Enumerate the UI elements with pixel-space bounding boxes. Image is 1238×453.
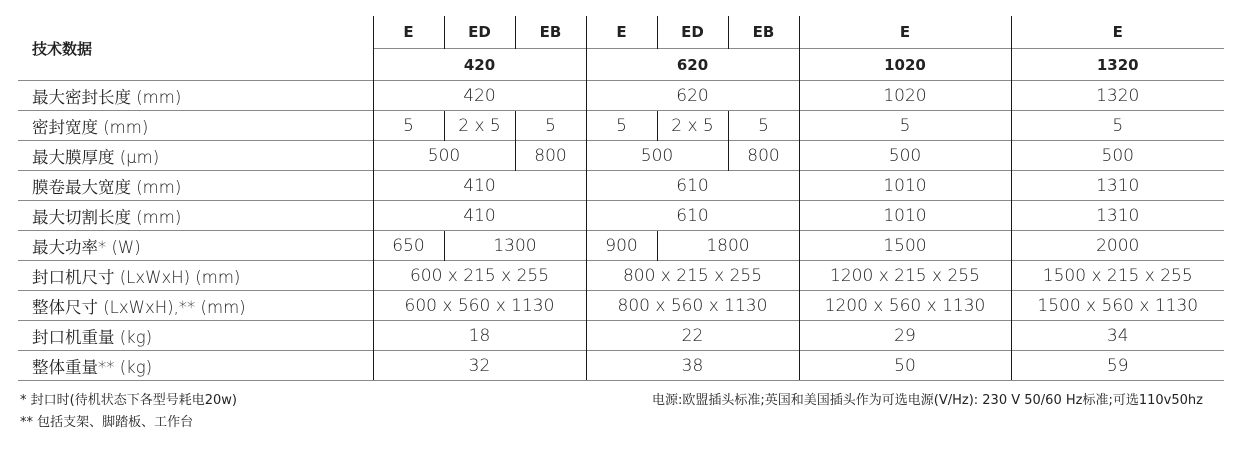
table-row (18, 261, 1224, 291)
row-label: 整体尺寸 (LxWxH),** (mm) (18, 291, 373, 321)
table-row (18, 201, 1224, 231)
table-cell: 610 (586, 171, 799, 201)
model-cell: 1320 (1011, 49, 1224, 81)
model-cell: 620 (586, 49, 799, 81)
table-cell: 2 x 5 (444, 111, 515, 141)
table-cell: 59 (1011, 351, 1224, 381)
table-cell: 29 (799, 321, 1011, 351)
table-cell: 1200 x 215 x 255 (799, 261, 1011, 291)
row-label: 最大膜厚度 (µm) (18, 141, 373, 171)
row-label: 最大密封长度 (mm) (18, 81, 373, 111)
row-label: 整体重量** (kg) (18, 351, 373, 381)
table-cell: 1010 (799, 201, 1011, 231)
table-cell: 2 x 5 (657, 111, 728, 141)
table-cell: 2000 (1011, 231, 1224, 261)
table-cell: 1500 x 560 x 1130 (1011, 291, 1224, 321)
variant-cell: E (403, 23, 414, 41)
table-row (18, 111, 1224, 141)
table-row (18, 141, 1224, 171)
table-cell: 1500 x 215 x 255 (1011, 261, 1224, 291)
table-cell: 1320 (1011, 81, 1224, 111)
model-cell: 420 (373, 49, 586, 81)
variant-cell: EB (515, 16, 586, 49)
variant-cell: E (799, 16, 1011, 49)
table-row (18, 81, 1224, 111)
table-cell: 800 (515, 141, 586, 171)
table-cell: 1010 (799, 171, 1011, 201)
header-variants-row (18, 16, 1224, 49)
row-label: 封口机尺寸 (LxWxH) (mm) (18, 261, 373, 291)
table-cell: 50 (799, 351, 1011, 381)
row-label: 最大功率* (W) (18, 231, 373, 261)
row-label: 最大切割长度 (mm) (18, 201, 373, 231)
table-row (18, 291, 1224, 321)
row-label: 封口机重量 (kg) (18, 321, 373, 351)
table-cell: 1500 (799, 231, 1011, 261)
spec-table (18, 16, 1224, 381)
table-cell: 600 x 560 x 1130 (373, 291, 586, 321)
table-cell: 1020 (799, 81, 1011, 111)
table-cell: 800 x 215 x 255 (586, 261, 799, 291)
table-cell: 1200 x 560 x 1130 (799, 291, 1011, 321)
table-cell: 410 (373, 171, 586, 201)
table-cell: 1300 (444, 231, 586, 261)
row-label: 膜卷最大宽度 (mm) (18, 171, 373, 201)
header-label: 技术数据 (18, 16, 373, 81)
table-cell: 1310 (1011, 201, 1224, 231)
table-cell: 5 (728, 111, 799, 141)
table-cell: 5 (1011, 111, 1224, 141)
table-cell: 500 (586, 141, 728, 171)
table-row (18, 351, 1224, 381)
table-row (18, 321, 1224, 351)
footnote: ** 包括支架、脚踏板、工作台 (20, 415, 194, 430)
table-cell: 600 x 215 x 255 (373, 261, 586, 291)
table-cell: 800 x 560 x 1130 (586, 291, 799, 321)
table-cell: 34 (1011, 321, 1224, 351)
table-cell: 22 (586, 321, 799, 351)
table-cell: 1800 (657, 231, 799, 261)
table-cell: 420 (373, 81, 586, 111)
table-cell: 5 (799, 111, 1011, 141)
variant-cell: ED (444, 16, 515, 49)
table-cell: 500 (799, 141, 1011, 171)
table-cell: 500 (373, 141, 515, 171)
table-cell: 5 (373, 111, 444, 141)
variant-cell: E (1011, 16, 1224, 49)
table-cell: 410 (373, 201, 586, 231)
table-cell: 1310 (1011, 171, 1224, 201)
table-cell: 500 (1011, 141, 1224, 171)
footnotes (20, 390, 237, 434)
table-cell: 18 (373, 321, 586, 351)
model-cell: 1020 (799, 49, 1011, 81)
table-cell: 900 (586, 231, 657, 261)
table-cell: 610 (586, 201, 799, 231)
table-cell: 32 (373, 351, 586, 381)
table-cell: 650 (373, 231, 444, 261)
variant-cell: EB (728, 16, 799, 49)
table-cell: 620 (586, 81, 799, 111)
row-label: 密封宽度 (mm) (18, 111, 373, 141)
power-supply-note: 电源:欧盟插头标准;英国和美国插头作为可选电源(V/Hz): 230 V 50/60 Hz标准;可选110v50hz (652, 393, 1203, 408)
variant-cell: E (586, 16, 657, 49)
variant-cell: ED (657, 16, 728, 49)
table-cell: 38 (586, 351, 799, 381)
table-cell: 800 (728, 141, 799, 171)
table-cell: 5 (515, 111, 586, 141)
table-cell: 5 (586, 111, 657, 141)
table-row (18, 171, 1224, 201)
table-row (18, 231, 1224, 261)
footnote: * 封口时(待机状态下各型号耗电20w) (20, 393, 237, 408)
